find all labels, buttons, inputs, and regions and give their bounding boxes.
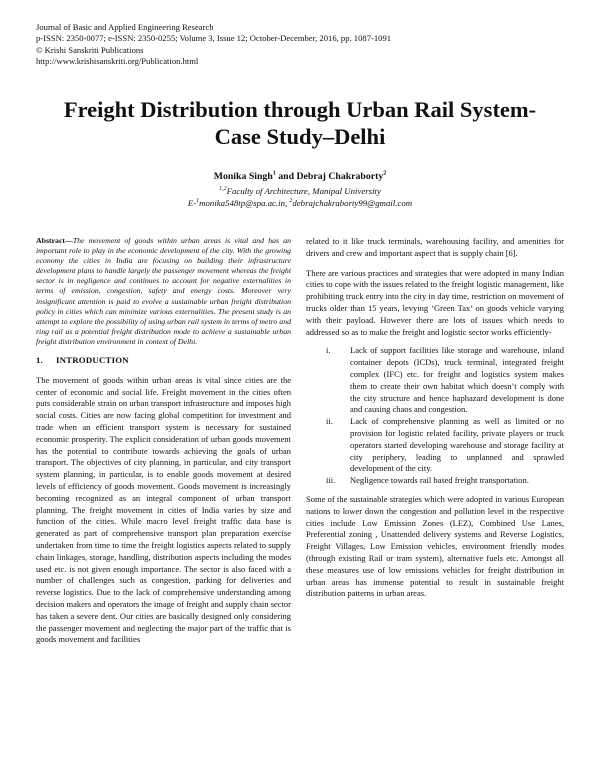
right-column <box>306 236 564 600</box>
section-heading-introduction <box>36 355 291 367</box>
author-1-sup: 1 <box>272 170 276 177</box>
list-item <box>306 345 564 416</box>
affiliation-sup: 1,2 <box>219 186 227 193</box>
abstract-text: The movement of goods within urban areas is vital and has an important role to play in the economic development of the city. With the growing economy the cities in India are focusing on building their infrastructure development plans to handle largely the passenger movement whereas the freight sector is in negligence and continues to account for negative externalities in terms of emission, congestion, safety and energy costs. Moreover very insignificant attention is paid to evolve a sustainable urban freight distribution policy in cities which can minimize various externalities. The present study is an attempt to explore the possibility of using urban rail system in terms of metro and ring rail as a potential freight distribution mode to achieve a sustainable urban freight distribution environment in context of Delhi. <box>36 236 291 346</box>
affiliation-text: Faculty of Architecture, Manipal University <box>226 186 381 196</box>
list-item-number: iii. <box>326 475 336 486</box>
list-item <box>306 475 564 487</box>
abstract <box>36 236 291 347</box>
introduction-paragraph: The movement of goods within urban areas is vital since cities are the center of economic and social life. Freight movement in the cities often puts considerable strain on urban transport infrastructure and imposes high social costs. Cities are now facing global competition for investment and trade when an efficient transport system is necessary for sustained economic prosperity. The explicit consideration of urban goods movement has the potential to contribute towards achieving the goals of urban transport. The objectives of city planning, in particular, and city transport system planning, in particular, is to enable goods movement at desired levels of efficiency of goods movement. Goods movement is increasingly becoming recognized as an integral component of urban transport planning. The freight movement in cities of India varies by size and function of the cities. While macro level freight traffic data base is generated as part of comprehensive transport plan preparation exercise undertaken from time to time the freight logistics aspects related to supply chain linkages, storage, handling, distribution aspects including the modes used etc. is not given enough importance. The sector is also faced with a number of challenges such as congestion, parking for deliveries and reverse logistics. Due to the lack of comprehensive understanding among decision makers and operators the image of freight and supply chain sector has taken a severe dent. Our cities are basically designed only considering the passenger movement and neglecting the major part of the traffic that is goods movement and facilities <box>36 374 291 645</box>
email-line <box>0 197 600 209</box>
issues-list <box>306 345 564 487</box>
journal-name: Journal of Basic and Applied Engineering Research <box>36 22 214 32</box>
email-2[interactable]: debrajchakraborty99@gmail.com <box>292 198 413 208</box>
affiliation-line <box>0 185 600 197</box>
email-2-sup: 2 <box>289 198 293 205</box>
email-1[interactable]: monika548tp@spa.ac.in, <box>199 198 290 208</box>
author-2: Debraj Chakraborty <box>296 171 384 182</box>
email-1-sup: 1 <box>196 198 200 205</box>
practices-paragraph: There are various practices and strategies that were adopted in many Indian cities to cope with the issues related to the freight logistic management, like prohibiting truck entry into the city in day time, restriction on movement of trucks older than 15 years, levying ‘Green Tax’ on goods vehicle varying with their payload. However there are lots of issues which needs to addressed so as to make the freight and logistic sector works efficiently- <box>306 267 564 337</box>
author-list <box>0 171 600 182</box>
left-column <box>36 236 291 646</box>
list-item-text: Lack of comprehensive planning as well as limited or no provision for logistic related facility, private players or truck operators started developing warehouse and storage facility at city periphery, leading to unplanned and sprawled development of the city. <box>350 416 564 474</box>
abstract-label: Abstract— <box>36 236 73 245</box>
list-item <box>306 416 564 475</box>
email-prefix: E- <box>187 198 197 208</box>
author-1: Monika Singh <box>213 171 273 182</box>
publication-url[interactable]: http://www.krishisanskriti.org/Publication.html <box>36 56 199 67</box>
list-item-number: ii. <box>326 416 333 427</box>
section-title: INTRODUCTION <box>56 355 129 366</box>
list-item-number: i. <box>326 345 331 356</box>
title-line-1: Freight Distribution through Urban Rail System- <box>63 97 537 122</box>
author-joiner: and <box>275 171 297 182</box>
continuation-paragraph: related to it like truck terminals, warehousing facility, and amenities for drivers and crew and important aspect that is supply chain [6]. <box>306 236 564 258</box>
issn-line: p-ISSN: 2350-0077; e-ISSN: 2350-0255; Volume 3, Issue 12; October-December, 2016, pp. 1087-1091 <box>36 33 392 44</box>
list-item-text: Lack of support facilities like storage and warehouse, inland container depots (ICDs), truck terminal, integrated freight complex (IFC) etc. for freight and logistics system makes them to create their own habitat which doesn’t comply with the city structure and hence haphazard development is done and causing chaos and congestion. <box>350 345 564 415</box>
affiliation <box>0 185 600 209</box>
list-item-text: Negligence towards rail based freight transportation. <box>350 475 529 486</box>
paper-title <box>30 96 570 150</box>
journal-header <box>36 22 391 68</box>
publisher: © Krishi Sanskriti Publications <box>36 44 144 55</box>
section-number: 1. <box>36 355 43 366</box>
author-2-sup: 2 <box>383 170 387 177</box>
title-line-2: Case Study–Delhi <box>214 124 386 149</box>
strategies-paragraph: Some of the sustainable strategies which were adopted in various European nations to lower down the congestion and pollution level in the respective cities include Low Emission Zones (LEZ), Combined Use Lanes, Preferential zoning , Unattended delivery systems and Reverse Logistics, Freight Villages, Low Emission vehicles, environment friendly modes (through existing Rail or tram system), alternative fuels etc. Amongst all these measures use of low emissions vehicles for freight distribution in urban areas has immense potential to result in sustainable freight distribution patterns in urban areas. <box>306 493 564 599</box>
